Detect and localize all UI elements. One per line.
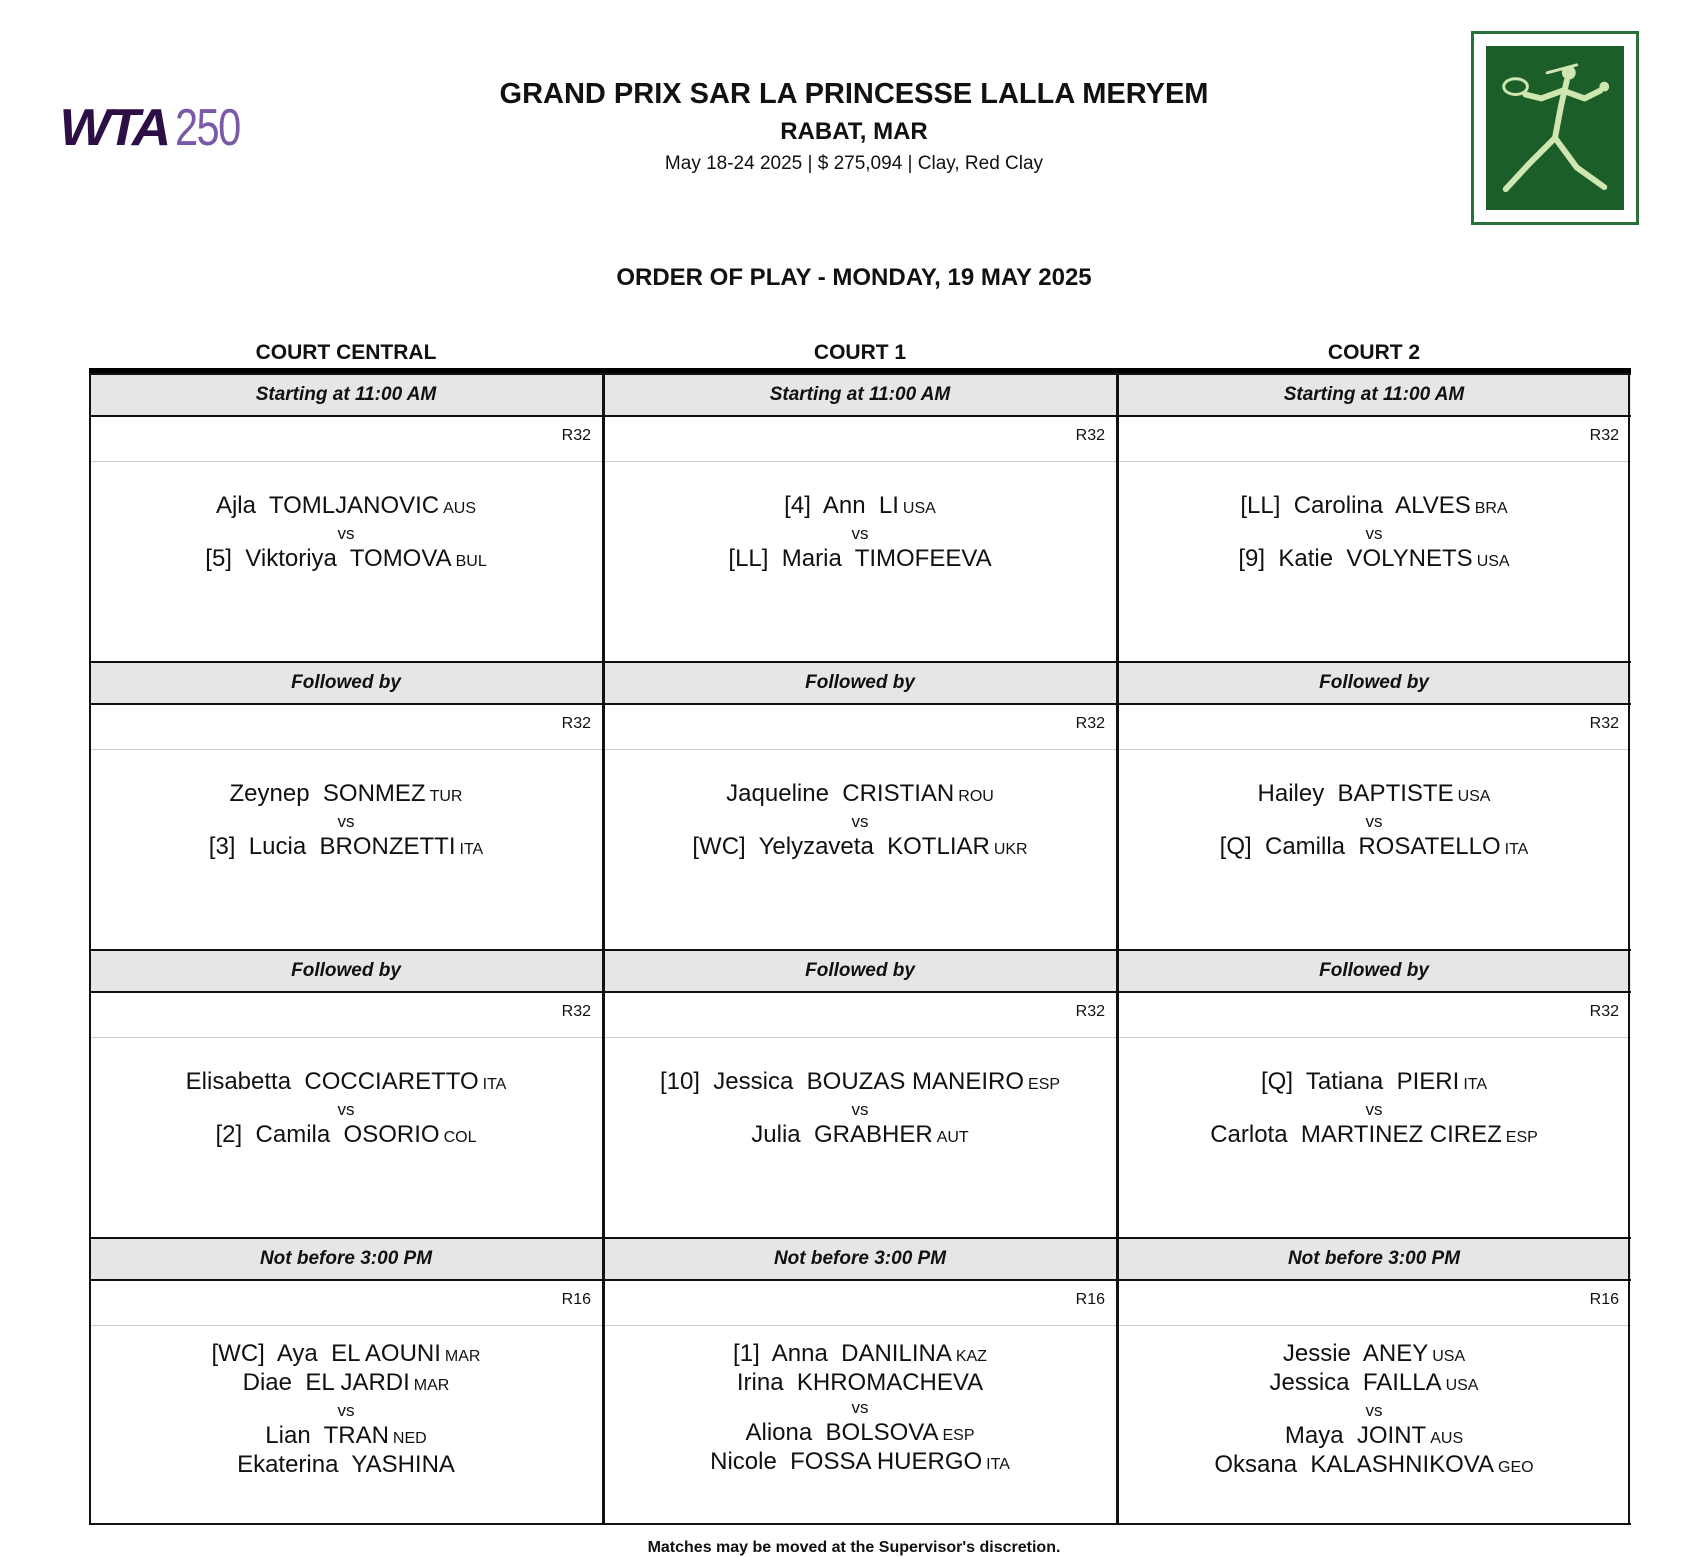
player-nationality: KAZ <box>955 1348 987 1365</box>
match-players <box>603 1341 1117 1478</box>
player-name: Carlota MARTINEZ CIREZ <box>1210 1121 1502 1148</box>
round-label: R16 <box>1075 1291 1105 1308</box>
player-entry <box>89 546 603 575</box>
player-name: [WC] Yelyzaveta KOTLIAR <box>692 833 990 860</box>
player-nationality: ITA <box>1463 1076 1488 1093</box>
vs-label: vs <box>1365 812 1383 831</box>
player-name: Ajla TOMLJANOVIC <box>215 492 440 519</box>
player-entry <box>89 1423 603 1452</box>
round-divider <box>603 749 1117 750</box>
player-name: [LL] Carolina ALVES <box>1240 492 1471 519</box>
match-cell <box>603 993 1117 1237</box>
player-name: [10] Jessica BOUZAS MANEIRO <box>659 1068 1025 1095</box>
player-entry <box>1117 1069 1631 1098</box>
player-name: Jaqueline CRISTIAN <box>726 780 955 807</box>
round-divider <box>1117 1325 1631 1326</box>
match-players <box>1117 493 1631 575</box>
player-nationality: ITA <box>482 1076 507 1093</box>
player-name: Lian TRAN <box>265 1422 389 1449</box>
player-entry <box>1117 493 1631 522</box>
vs-label: vs <box>851 524 869 543</box>
wta-level-text: 250 <box>174 99 240 157</box>
round-label: R16 <box>561 1291 591 1308</box>
player-name: [Q] Camilla ROSATELLO <box>1219 833 1501 860</box>
match-players <box>603 781 1117 863</box>
wta-logo-text: WTA <box>59 99 168 157</box>
player-entry <box>89 493 603 522</box>
slot-time-band: Starting at 11:00 AM <box>1117 373 1631 417</box>
vs-label: vs <box>851 812 869 831</box>
player-entry <box>89 1452 603 1478</box>
player-nationality: ESP <box>1028 1076 1061 1093</box>
player-name: [4] Ann LI <box>784 492 899 519</box>
player-name: Irina KHROMACHEVA <box>736 1369 984 1396</box>
match-cell <box>89 705 603 949</box>
match-players <box>89 493 603 575</box>
player-entry <box>89 834 603 863</box>
match-players <box>603 493 1117 572</box>
player-name: Ekaterina YASHINA <box>237 1451 455 1478</box>
order-of-play-grid <box>89 368 1631 1525</box>
match-cell <box>603 417 1117 661</box>
player-entry <box>603 1069 1117 1098</box>
player-name: Zeynep SONMEZ <box>229 780 426 807</box>
player-nationality: COL <box>443 1129 477 1146</box>
slot-time-band: Not before 3:00 PM <box>603 1237 1117 1281</box>
column-divider <box>89 373 91 1525</box>
slot-time-band: Followed by <box>603 661 1117 705</box>
player-nationality: ITA <box>459 841 484 858</box>
round-label: R32 <box>561 1003 591 1020</box>
match-cell <box>603 705 1117 949</box>
match-cell <box>603 1281 1117 1525</box>
player-name: Jessie ANEY <box>1282 1340 1429 1367</box>
player-nationality: UKR <box>993 841 1028 858</box>
player-name: Aliona BOLSOVA <box>745 1419 939 1446</box>
player-entry <box>1117 781 1631 810</box>
column-divider <box>602 373 605 1525</box>
player-entry <box>89 1069 603 1098</box>
round-label: R32 <box>1075 427 1105 444</box>
vs-label: vs <box>851 1398 869 1417</box>
vs-label: vs <box>1365 1401 1383 1420</box>
match-cell <box>89 993 603 1237</box>
grid-bottom-border <box>89 1523 1631 1525</box>
player-name: [WC] Aya EL AOUNI <box>211 1340 441 1367</box>
slot-time-band: Not before 3:00 PM <box>89 1237 603 1281</box>
player-entry <box>89 1370 603 1399</box>
player-nationality: USA <box>1476 553 1510 570</box>
match-cell <box>1117 993 1631 1237</box>
player-nationality: ESP <box>942 1427 975 1444</box>
vs-label: vs <box>337 812 355 831</box>
player-entry <box>603 1341 1117 1370</box>
footer-note: Matches may be moved at the Supervisor's discretion. <box>647 1539 1061 1556</box>
slot-time-band: Starting at 11:00 AM <box>603 373 1117 417</box>
player-entry <box>603 493 1117 522</box>
player-entry <box>603 546 1117 572</box>
player-nationality: GEO <box>1498 1459 1534 1476</box>
player-entry <box>603 1449 1117 1478</box>
player-name: [LL] Maria TIMOFEEVA <box>728 545 992 572</box>
round-label: R32 <box>1589 1003 1619 1020</box>
player-entry <box>603 1122 1117 1151</box>
tournament-location: RABAT, MAR <box>780 118 928 145</box>
player-name: [1] Anna DANILINA <box>733 1340 952 1367</box>
round-label: R32 <box>1075 1003 1105 1020</box>
slot-time-band: Followed by <box>1117 661 1631 705</box>
round-label: R32 <box>561 427 591 444</box>
order-of-play-title: ORDER OF PLAY - MONDAY, 19 MAY 2025 <box>616 264 1092 291</box>
match-players <box>89 1341 603 1478</box>
round-divider <box>89 749 603 750</box>
player-nationality: BUL <box>455 553 487 570</box>
match-players <box>1117 1069 1631 1151</box>
vs-label: vs <box>337 1100 355 1119</box>
round-label: R32 <box>1589 715 1619 732</box>
slot-time-band: Followed by <box>1117 949 1631 993</box>
match-players <box>89 1069 603 1151</box>
player-name: Maya JOINT <box>1284 1422 1427 1449</box>
round-divider <box>1117 1037 1631 1038</box>
player-nationality: BRA <box>1474 500 1508 517</box>
player-entry <box>1117 1452 1631 1481</box>
player-name: [2] Camila OSORIO <box>215 1121 440 1148</box>
player-name: Elisabetta COCCIARETTO <box>185 1068 479 1095</box>
player-nationality: MAR <box>413 1377 450 1394</box>
player-entry <box>1117 1423 1631 1452</box>
slot-time-band: Followed by <box>89 949 603 993</box>
slot-time-band: Starting at 11:00 AM <box>89 373 603 417</box>
court-2-heading: COURT 2 <box>1327 341 1421 364</box>
player-entry <box>1117 1370 1631 1399</box>
round-label: R16 <box>1589 1291 1619 1308</box>
player-nationality: USA <box>1445 1377 1479 1394</box>
court-column <box>1117 373 1631 1525</box>
player-nationality: USA <box>1432 1348 1466 1365</box>
court-column <box>603 373 1117 1525</box>
court-column <box>89 373 603 1525</box>
tournament-title: GRAND PRIX SAR LA PRINCESSE LALLA MERYEM <box>499 78 1209 110</box>
player-name: Hailey BAPTISTE <box>1257 780 1454 807</box>
match-cell <box>1117 417 1631 661</box>
match-players <box>1117 781 1631 863</box>
slot-time-band: Not before 3:00 PM <box>1117 1237 1631 1281</box>
round-label: R32 <box>1075 715 1105 732</box>
round-divider <box>89 461 603 462</box>
match-cell <box>1117 705 1631 949</box>
player-nationality: USA <box>1457 788 1491 805</box>
player-name: Nicole FOSSA HUERGO <box>710 1448 983 1475</box>
player-entry <box>603 1420 1117 1449</box>
match-cell <box>1117 1281 1631 1525</box>
round-divider <box>603 1037 1117 1038</box>
vs-label: vs <box>1365 524 1383 543</box>
match-players <box>89 781 603 863</box>
player-entry <box>89 1122 603 1151</box>
court-central-heading: COURT CENTRAL <box>255 341 437 364</box>
player-nationality: ROU <box>958 788 994 805</box>
player-nationality: AUS <box>443 500 477 517</box>
player-entry <box>89 781 603 810</box>
tournament-info: May 18-24 2025 | $ 275,094 | Clay, Red Clay <box>664 153 1044 174</box>
player-nationality: ESP <box>1505 1129 1538 1146</box>
player-entry <box>603 834 1117 863</box>
player-nationality: MAR <box>444 1348 481 1365</box>
player-nationality: ITA <box>986 1456 1010 1473</box>
round-divider <box>1117 749 1631 750</box>
vs-label: vs <box>337 524 355 543</box>
player-entry <box>89 1341 603 1370</box>
round-label: R32 <box>1589 427 1619 444</box>
slot-time-band: Followed by <box>89 661 603 705</box>
player-name: Oksana KALASHNIKOVA <box>1214 1451 1495 1478</box>
column-divider <box>1628 373 1630 1525</box>
column-divider <box>1116 373 1119 1525</box>
player-nationality: AUS <box>1430 1430 1464 1447</box>
player-entry <box>1117 1341 1631 1370</box>
match-players <box>603 1069 1117 1151</box>
player-name: [Q] Tatiana PIERI <box>1260 1068 1460 1095</box>
player-entry <box>1117 546 1631 575</box>
round-divider <box>603 1325 1117 1326</box>
round-label: R32 <box>561 715 591 732</box>
slot-time-band: Followed by <box>603 949 1117 993</box>
player-entry <box>603 781 1117 810</box>
court-1-heading: COURT 1 <box>813 341 907 364</box>
round-divider <box>603 461 1117 462</box>
player-name: [9] Katie VOLYNETS <box>1238 545 1473 572</box>
round-divider <box>1117 461 1631 462</box>
player-name: Julia GRABHER <box>751 1121 933 1148</box>
player-name: [3] Lucia BRONZETTI <box>208 833 456 860</box>
player-nationality: AUT <box>936 1129 969 1146</box>
player-nationality: TUR <box>429 788 463 805</box>
player-name: Diae EL JARDI <box>242 1369 410 1396</box>
player-nationality: USA <box>902 500 936 517</box>
player-entry <box>603 1370 1117 1396</box>
player-name: Jessica FAILLA <box>1269 1369 1442 1396</box>
player-entry <box>1117 1122 1631 1151</box>
match-cell <box>89 1281 603 1525</box>
player-nationality: ITA <box>1504 841 1529 858</box>
round-divider <box>89 1037 603 1038</box>
vs-label: vs <box>1365 1100 1383 1119</box>
match-cell <box>89 417 603 661</box>
round-divider <box>89 1325 603 1326</box>
vs-label: vs <box>337 1401 355 1420</box>
vs-label: vs <box>851 1100 869 1119</box>
match-players <box>1117 1341 1631 1481</box>
player-name: [5] Viktoriya TOMOVA <box>205 545 452 572</box>
player-entry <box>1117 834 1631 863</box>
player-nationality: NED <box>392 1430 427 1447</box>
